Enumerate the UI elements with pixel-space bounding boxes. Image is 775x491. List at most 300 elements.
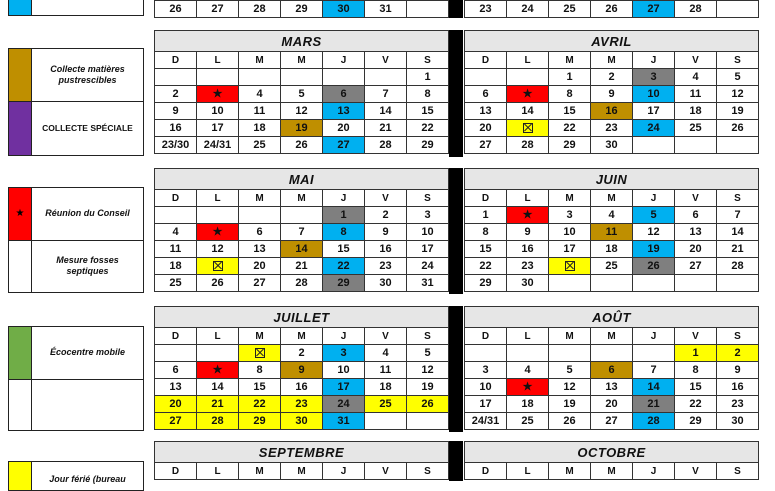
day-cell: 18 bbox=[675, 103, 717, 120]
day-cell: 8 bbox=[549, 86, 591, 103]
day-cell: 6 bbox=[239, 224, 281, 241]
day-cell: 11 bbox=[239, 103, 281, 120]
day-cell: 27 bbox=[675, 258, 717, 275]
day-header: V bbox=[675, 463, 717, 480]
day-cell: 8 bbox=[323, 224, 365, 241]
day-cell: 26 bbox=[633, 258, 675, 275]
day-cell: 24/31 bbox=[465, 413, 507, 430]
day-cell: 14 bbox=[281, 241, 323, 258]
day-header: M bbox=[281, 328, 323, 345]
day-cell: 13 bbox=[465, 103, 507, 120]
separator-bar bbox=[449, 168, 463, 294]
day-cell: 10 bbox=[407, 224, 449, 241]
day-header: M bbox=[549, 328, 591, 345]
checkbox-icon bbox=[565, 261, 575, 271]
day-cell: 7 bbox=[281, 224, 323, 241]
day-header: M bbox=[281, 52, 323, 69]
separator-bar bbox=[449, 441, 463, 481]
day-cell: 25 bbox=[507, 413, 549, 430]
day-header: D bbox=[465, 190, 507, 207]
day-header: M bbox=[549, 52, 591, 69]
checkbox-icon bbox=[255, 348, 265, 358]
day-cell: 19 bbox=[633, 241, 675, 258]
day-cell: 21 bbox=[717, 241, 759, 258]
checkbox-icon bbox=[213, 261, 223, 271]
day-cell: 8 bbox=[239, 362, 281, 379]
day-cell: 24 bbox=[507, 1, 549, 18]
day-cell bbox=[633, 137, 675, 154]
day-header: V bbox=[365, 190, 407, 207]
day-cell: 15 bbox=[465, 241, 507, 258]
day-cell bbox=[717, 137, 759, 154]
day-cell bbox=[365, 413, 407, 430]
day-cell: 28 bbox=[281, 275, 323, 292]
day-header: M bbox=[239, 463, 281, 480]
day-header: M bbox=[239, 52, 281, 69]
day-cell: 23 bbox=[717, 396, 759, 413]
day-cell bbox=[507, 69, 549, 86]
day-header: D bbox=[155, 190, 197, 207]
day-cell: 16 bbox=[507, 241, 549, 258]
day-cell: 8 bbox=[465, 224, 507, 241]
day-header: D bbox=[155, 463, 197, 480]
day-cell: 1 bbox=[323, 207, 365, 224]
day-cell: 14 bbox=[365, 103, 407, 120]
day-cell: 6 bbox=[155, 362, 197, 379]
day-cell: 11 bbox=[591, 224, 633, 241]
calendar-mai bbox=[154, 168, 449, 292]
day-cell: 28 bbox=[197, 413, 239, 430]
separator-bar bbox=[449, 306, 463, 432]
day-cell: 27 bbox=[633, 1, 675, 18]
day-cell: 13 bbox=[155, 379, 197, 396]
day-header: S bbox=[717, 328, 759, 345]
day-cell: 14 bbox=[507, 103, 549, 120]
month-last-row bbox=[464, 0, 759, 18]
day-header: D bbox=[155, 328, 197, 345]
day-cell: 16 bbox=[591, 103, 633, 120]
calendar-aout bbox=[464, 306, 759, 430]
day-cell: 5 bbox=[407, 345, 449, 362]
recyclage-swatch bbox=[9, 0, 32, 15]
separator-bar bbox=[449, 0, 463, 18]
day-cell: 17 bbox=[323, 379, 365, 396]
check-box-icon bbox=[549, 258, 591, 275]
day-cell: 7 bbox=[365, 86, 407, 103]
day-cell: 1 bbox=[549, 69, 591, 86]
day-header: S bbox=[407, 328, 449, 345]
day-cell: 19 bbox=[717, 103, 759, 120]
day-cell bbox=[549, 345, 591, 362]
month-title: MAI bbox=[155, 169, 449, 190]
day-cell: 10 bbox=[549, 224, 591, 241]
day-cell: 7 bbox=[633, 362, 675, 379]
month-title: MARS bbox=[155, 31, 449, 52]
day-cell: 2 bbox=[717, 345, 759, 362]
day-cell: 8 bbox=[407, 86, 449, 103]
legend-conseil bbox=[8, 187, 144, 293]
month-title: JUIN bbox=[465, 169, 759, 190]
day-cell: 15 bbox=[239, 379, 281, 396]
day-cell: 15 bbox=[323, 241, 365, 258]
speciale-swatch bbox=[9, 102, 32, 155]
day-cell: 28 bbox=[633, 413, 675, 430]
day-cell bbox=[591, 275, 633, 292]
day-cell: 10 bbox=[323, 362, 365, 379]
day-cell: 27 bbox=[591, 413, 633, 430]
day-cell: 17 bbox=[633, 103, 675, 120]
day-cell: 18 bbox=[591, 241, 633, 258]
day-cell: 23 bbox=[465, 1, 507, 18]
day-cell: 9 bbox=[591, 86, 633, 103]
calendar-octobre bbox=[464, 441, 759, 480]
day-cell: 18 bbox=[239, 120, 281, 137]
day-cell: 28 bbox=[365, 137, 407, 154]
day-cell: 22 bbox=[675, 396, 717, 413]
day-cell: 13 bbox=[591, 379, 633, 396]
day-cell: 29 bbox=[407, 137, 449, 154]
day-cell: 31 bbox=[323, 413, 365, 430]
day-header: V bbox=[365, 52, 407, 69]
day-cell: 25 bbox=[549, 1, 591, 18]
day-header: D bbox=[465, 463, 507, 480]
day-cell: 28 bbox=[239, 1, 281, 18]
day-cell: 5 bbox=[281, 86, 323, 103]
day-cell: 9 bbox=[507, 224, 549, 241]
day-cell: 20 bbox=[323, 120, 365, 137]
day-cell: 11 bbox=[365, 362, 407, 379]
day-cell: 1 bbox=[407, 69, 449, 86]
fosses-label: Mesure fosses septiques bbox=[56, 255, 119, 277]
speciale-label: COLLECTE SPÉCIALE bbox=[42, 122, 133, 133]
day-cell: 9 bbox=[155, 103, 197, 120]
day-cell: 10 bbox=[465, 379, 507, 396]
day-header: J bbox=[323, 190, 365, 207]
day-cell: 30 bbox=[365, 275, 407, 292]
blank-label bbox=[32, 380, 143, 431]
star-icon: ★ bbox=[507, 207, 549, 224]
day-cell: 1 bbox=[675, 345, 717, 362]
day-cell: 12 bbox=[633, 224, 675, 241]
day-cell: 21 bbox=[197, 396, 239, 413]
day-header: D bbox=[465, 328, 507, 345]
day-cell: 27 bbox=[465, 137, 507, 154]
day-cell: 20 bbox=[591, 396, 633, 413]
day-header: J bbox=[323, 463, 365, 480]
day-cell: 27 bbox=[239, 275, 281, 292]
legend-conge bbox=[8, 461, 144, 491]
day-cell bbox=[323, 69, 365, 86]
day-header: M bbox=[591, 463, 633, 480]
day-cell: 28 bbox=[675, 1, 717, 18]
day-cell: 12 bbox=[717, 86, 759, 103]
day-cell: 16 bbox=[155, 120, 197, 137]
day-cell: 23 bbox=[591, 120, 633, 137]
day-cell: 27 bbox=[197, 1, 239, 18]
day-cell bbox=[591, 345, 633, 362]
day-cell bbox=[633, 275, 675, 292]
day-cell: 23 bbox=[365, 258, 407, 275]
day-cell: 17 bbox=[407, 241, 449, 258]
day-cell: 3 bbox=[633, 69, 675, 86]
day-header: V bbox=[675, 190, 717, 207]
day-cell: 2 bbox=[155, 86, 197, 103]
day-header: L bbox=[197, 52, 239, 69]
day-header: J bbox=[633, 52, 675, 69]
day-header: J bbox=[323, 328, 365, 345]
day-header: S bbox=[717, 52, 759, 69]
day-cell: 4 bbox=[239, 86, 281, 103]
day-cell: 17 bbox=[197, 120, 239, 137]
day-cell bbox=[407, 1, 449, 18]
day-cell: 31 bbox=[365, 1, 407, 18]
day-cell: 26 bbox=[591, 1, 633, 18]
day-header: M bbox=[591, 190, 633, 207]
ecocentre-swatch bbox=[9, 327, 32, 379]
day-cell bbox=[281, 207, 323, 224]
day-cell bbox=[507, 345, 549, 362]
day-cell bbox=[717, 275, 759, 292]
reunion-label: Réunion du Conseil bbox=[45, 208, 130, 219]
day-cell: 22 bbox=[465, 258, 507, 275]
day-cell: 15 bbox=[407, 103, 449, 120]
day-header: S bbox=[407, 190, 449, 207]
day-cell: 4 bbox=[155, 224, 197, 241]
day-cell: 16 bbox=[365, 241, 407, 258]
day-header: S bbox=[407, 463, 449, 480]
day-cell bbox=[239, 69, 281, 86]
month-title: AVRIL bbox=[465, 31, 759, 52]
day-cell: 15 bbox=[675, 379, 717, 396]
day-cell: 6 bbox=[323, 86, 365, 103]
day-cell: 19 bbox=[281, 120, 323, 137]
legend-collectes bbox=[8, 48, 144, 156]
day-cell: 24/31 bbox=[197, 137, 239, 154]
day-cell: 27 bbox=[323, 137, 365, 154]
day-header: D bbox=[465, 52, 507, 69]
day-cell bbox=[407, 413, 449, 430]
day-header: M bbox=[239, 190, 281, 207]
day-cell: 8 bbox=[675, 362, 717, 379]
day-cell: 20 bbox=[239, 258, 281, 275]
ecocentre-label: Écocentre mobile bbox=[49, 347, 126, 358]
day-cell bbox=[155, 345, 197, 362]
day-cell bbox=[633, 345, 675, 362]
calendar-septembre bbox=[154, 441, 449, 480]
day-cell: 30 bbox=[717, 413, 759, 430]
day-cell: 9 bbox=[281, 362, 323, 379]
day-cell: 25 bbox=[239, 137, 281, 154]
legend-ecocentre bbox=[8, 326, 144, 431]
day-cell: 12 bbox=[281, 103, 323, 120]
day-cell: 13 bbox=[323, 103, 365, 120]
star-icon: ★ bbox=[197, 224, 239, 241]
day-cell: 31 bbox=[407, 275, 449, 292]
day-cell: 14 bbox=[633, 379, 675, 396]
day-cell: 22 bbox=[407, 120, 449, 137]
day-cell: 30 bbox=[507, 275, 549, 292]
day-cell: 23/30 bbox=[155, 137, 197, 154]
day-cell: 4 bbox=[675, 69, 717, 86]
day-header: M bbox=[549, 190, 591, 207]
day-cell: 21 bbox=[633, 396, 675, 413]
check-box-icon bbox=[197, 258, 239, 275]
calendar-avril bbox=[464, 30, 759, 154]
day-cell: 24 bbox=[633, 120, 675, 137]
star-icon: ★ bbox=[507, 379, 549, 396]
day-cell: 26 bbox=[197, 275, 239, 292]
day-cell: 17 bbox=[465, 396, 507, 413]
separator-bar bbox=[449, 30, 463, 157]
day-cell bbox=[549, 275, 591, 292]
day-cell: 5 bbox=[633, 207, 675, 224]
day-cell: 22 bbox=[323, 258, 365, 275]
star-icon: ★ bbox=[197, 86, 239, 103]
day-cell bbox=[197, 69, 239, 86]
day-cell bbox=[281, 69, 323, 86]
day-cell bbox=[197, 345, 239, 362]
day-cell: 30 bbox=[281, 413, 323, 430]
day-cell: 25 bbox=[365, 396, 407, 413]
day-cell: 7 bbox=[717, 207, 759, 224]
day-cell: 14 bbox=[197, 379, 239, 396]
day-header: V bbox=[365, 328, 407, 345]
fosses-swatch bbox=[9, 241, 32, 293]
day-cell: 26 bbox=[281, 137, 323, 154]
check-box-icon bbox=[239, 345, 281, 362]
legend-remnant bbox=[8, 0, 144, 16]
month-title: JUILLET bbox=[155, 307, 449, 328]
day-header: S bbox=[717, 190, 759, 207]
day-cell bbox=[717, 1, 759, 18]
day-cell: 5 bbox=[717, 69, 759, 86]
day-cell: 6 bbox=[465, 86, 507, 103]
day-cell bbox=[465, 69, 507, 86]
day-cell: 5 bbox=[549, 362, 591, 379]
day-cell: 10 bbox=[633, 86, 675, 103]
day-cell: 20 bbox=[675, 241, 717, 258]
day-cell: 25 bbox=[155, 275, 197, 292]
day-header: M bbox=[281, 463, 323, 480]
day-cell: 17 bbox=[549, 241, 591, 258]
day-cell: 29 bbox=[323, 275, 365, 292]
day-cell: 23 bbox=[507, 258, 549, 275]
day-cell bbox=[155, 69, 197, 86]
day-cell: 29 bbox=[239, 413, 281, 430]
day-cell: 4 bbox=[365, 345, 407, 362]
day-cell: 3 bbox=[549, 207, 591, 224]
conge-swatch bbox=[9, 462, 32, 490]
day-cell: 29 bbox=[675, 413, 717, 430]
day-cell: 24 bbox=[407, 258, 449, 275]
day-cell: 2 bbox=[365, 207, 407, 224]
conge-label: Jour férié (bureau bbox=[49, 474, 126, 484]
day-cell: 3 bbox=[323, 345, 365, 362]
day-cell: 21 bbox=[281, 258, 323, 275]
day-cell bbox=[465, 345, 507, 362]
day-cell: 12 bbox=[549, 379, 591, 396]
day-cell: 24 bbox=[323, 396, 365, 413]
day-header: M bbox=[549, 463, 591, 480]
star-icon: ★ bbox=[507, 86, 549, 103]
month-title: AOÛT bbox=[465, 307, 759, 328]
day-cell bbox=[675, 275, 717, 292]
day-header: V bbox=[675, 52, 717, 69]
day-cell: 6 bbox=[675, 207, 717, 224]
day-cell: 13 bbox=[239, 241, 281, 258]
day-cell: 20 bbox=[155, 396, 197, 413]
day-cell: 28 bbox=[717, 258, 759, 275]
day-cell: 25 bbox=[675, 120, 717, 137]
star-icon: ★ bbox=[9, 188, 32, 240]
day-cell: 15 bbox=[549, 103, 591, 120]
day-cell: 1 bbox=[465, 207, 507, 224]
putrescibles-swatch bbox=[9, 49, 32, 101]
day-cell: 4 bbox=[507, 362, 549, 379]
day-cell: 26 bbox=[549, 413, 591, 430]
day-header: M bbox=[591, 52, 633, 69]
day-cell: 2 bbox=[591, 69, 633, 86]
calendar-juin bbox=[464, 168, 759, 292]
month-title: SEPTEMBRE bbox=[155, 442, 449, 463]
calendar-juillet bbox=[154, 306, 449, 430]
day-cell: 22 bbox=[239, 396, 281, 413]
day-cell: 19 bbox=[549, 396, 591, 413]
day-cell bbox=[365, 69, 407, 86]
day-header: M bbox=[239, 328, 281, 345]
day-cell: 4 bbox=[591, 207, 633, 224]
day-cell: 29 bbox=[549, 137, 591, 154]
day-header: L bbox=[507, 190, 549, 207]
blank-swatch bbox=[9, 380, 32, 431]
day-cell: 9 bbox=[717, 362, 759, 379]
day-cell bbox=[675, 137, 717, 154]
day-cell bbox=[155, 207, 197, 224]
day-cell bbox=[197, 207, 239, 224]
day-cell: 23 bbox=[281, 396, 323, 413]
day-cell: 30 bbox=[323, 1, 365, 18]
putrescibles-label: Collecte matières pustrescibles bbox=[50, 63, 125, 85]
day-cell: 13 bbox=[675, 224, 717, 241]
day-header: M bbox=[281, 190, 323, 207]
day-cell: 22 bbox=[549, 120, 591, 137]
check-box-icon bbox=[507, 120, 549, 137]
day-cell: 21 bbox=[365, 120, 407, 137]
day-cell bbox=[239, 207, 281, 224]
star-icon: ★ bbox=[197, 362, 239, 379]
day-cell: 6 bbox=[591, 362, 633, 379]
day-header: J bbox=[633, 463, 675, 480]
checkbox-icon bbox=[523, 123, 533, 133]
day-cell: 12 bbox=[407, 362, 449, 379]
day-cell: 29 bbox=[465, 275, 507, 292]
day-header: M bbox=[591, 328, 633, 345]
month-title: OCTOBRE bbox=[465, 442, 759, 463]
day-header: D bbox=[155, 52, 197, 69]
day-header: L bbox=[197, 190, 239, 207]
day-header: S bbox=[407, 52, 449, 69]
day-cell: 11 bbox=[675, 86, 717, 103]
day-cell: 3 bbox=[407, 207, 449, 224]
day-header: J bbox=[633, 190, 675, 207]
day-header: L bbox=[197, 328, 239, 345]
day-header: V bbox=[675, 328, 717, 345]
day-cell: 18 bbox=[507, 396, 549, 413]
day-cell: 20 bbox=[465, 120, 507, 137]
day-cell: 12 bbox=[197, 241, 239, 258]
day-cell: 27 bbox=[155, 413, 197, 430]
day-cell: 25 bbox=[591, 258, 633, 275]
